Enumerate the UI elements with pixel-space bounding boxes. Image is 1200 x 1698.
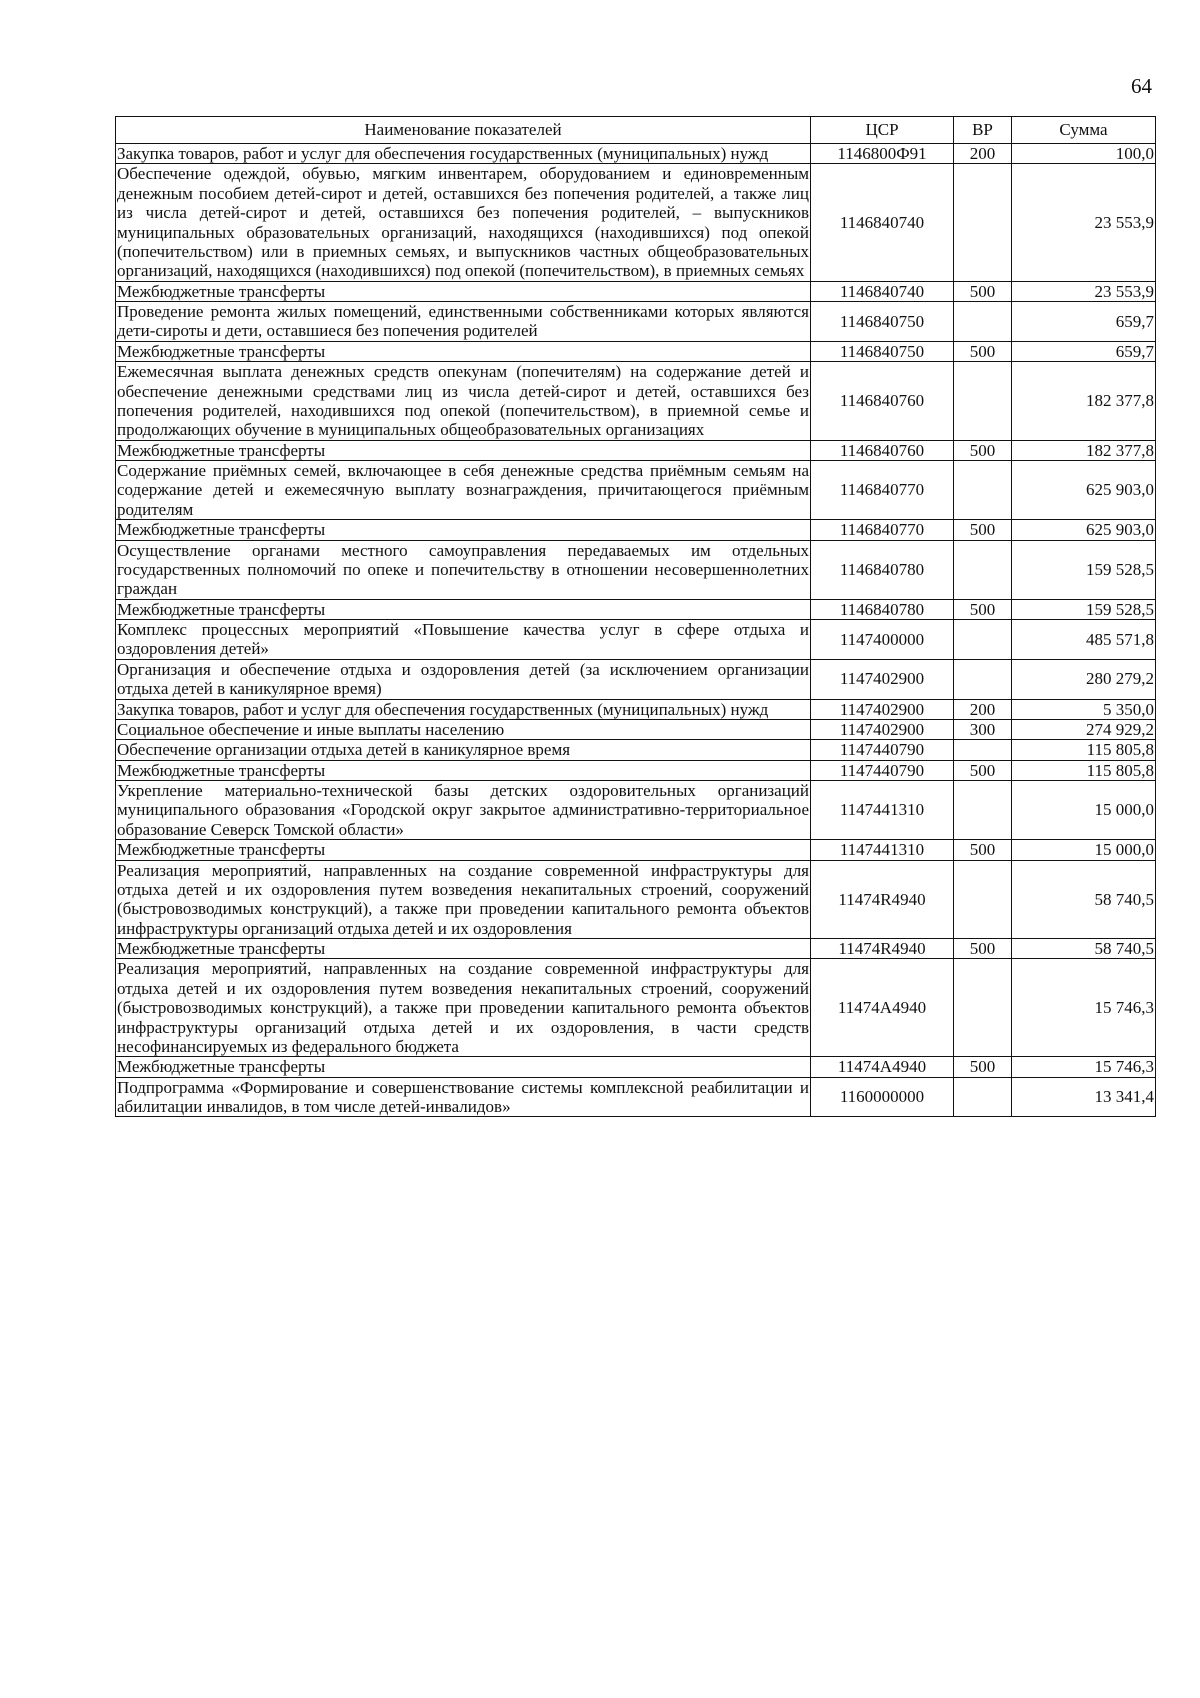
row-vr-cell [954, 781, 1012, 840]
row-name-cell: Обеспечение организации отдыха детей в каникулярное время [116, 740, 811, 760]
row-csr-cell: 11474R4940 [811, 939, 954, 959]
table-row [116, 840, 1156, 860]
row-csr-cell: 11474R4940 [811, 860, 954, 939]
table-row [116, 461, 1156, 520]
row-csr-cell: 1146840770 [811, 461, 954, 520]
row-vr-cell: 500 [954, 599, 1012, 619]
row-csr-cell: 11474A4940 [811, 959, 954, 1057]
row-name-cell: Межбюджетные трансферты [116, 939, 811, 959]
row-sum-cell: 15 000,0 [1012, 781, 1156, 840]
table-row [116, 281, 1156, 301]
row-csr-cell: 1160000000 [811, 1077, 954, 1117]
table-row [116, 540, 1156, 599]
row-name-cell: Социальное обеспечение и иные выплаты населению [116, 719, 811, 739]
row-csr-cell: 1146840780 [811, 540, 954, 599]
row-vr-cell [954, 164, 1012, 281]
row-csr-cell: 1147440790 [811, 740, 954, 760]
row-name-cell: Закупка товаров, работ и услуг для обеспечения государственных (муниципальных) нужд [116, 699, 811, 719]
table-row [116, 699, 1156, 719]
row-vr-cell: 300 [954, 719, 1012, 739]
row-vr-cell [954, 1077, 1012, 1117]
table-row [116, 302, 1156, 342]
row-vr-cell: 500 [954, 440, 1012, 460]
row-sum-cell: 659,7 [1012, 341, 1156, 361]
table-header [116, 117, 1156, 144]
page-number: 64 [1131, 74, 1152, 98]
row-csr-cell: 1146840760 [811, 362, 954, 441]
row-sum-cell: 15 746,3 [1012, 959, 1156, 1057]
row-sum-cell: 13 341,4 [1012, 1077, 1156, 1117]
header-sum: Сумма [1012, 117, 1156, 144]
row-vr-cell: 500 [954, 760, 1012, 780]
row-sum-cell: 182 377,8 [1012, 362, 1156, 441]
row-name-cell: Межбюджетные трансферты [116, 520, 811, 540]
row-name-cell: Подпрограмма «Формирование и совершенствование системы комплексной реабилитации и абилитации инвалидов, в том числе детей-инвалидов» [117, 1077, 809, 1116]
table-row [116, 341, 1156, 361]
row-name-cell: Межбюджетные трансферты [116, 341, 811, 361]
row-csr-cell: 1146840740 [811, 281, 954, 301]
table-row [116, 860, 1156, 939]
table-row [116, 959, 1156, 1057]
row-name-cell: Комплекс процессных мероприятий «Повышение качества услуг в сфере отдыха и оздоровления детей» [117, 620, 809, 659]
row-name-cell: Проведение ремонта жилых помещений, единственными собственниками которых являются дети-сироты и дети, оставшиеся без попечения родителей [117, 302, 809, 341]
row-csr-cell: 11474A4940 [811, 1057, 954, 1077]
row-sum-cell: 15 746,3 [1012, 1057, 1156, 1077]
row-sum-cell: 100,0 [1012, 144, 1156, 164]
row-csr-cell: 1146840750 [811, 341, 954, 361]
row-csr-cell: 1146840780 [811, 599, 954, 619]
row-name-cell: Содержание приёмных семей, включающее в себя денежные средства приёмным семьям на содержание детей и ежемесячную выплату вознаграждения, причитающегося приёмным родителям [117, 461, 809, 519]
row-csr-cell: 1147441310 [811, 781, 954, 840]
row-sum-cell: 625 903,0 [1012, 461, 1156, 520]
row-vr-cell: 500 [954, 840, 1012, 860]
row-sum-cell: 23 553,9 [1012, 164, 1156, 281]
row-vr-cell [954, 860, 1012, 939]
row-sum-cell: 159 528,5 [1012, 540, 1156, 599]
row-sum-cell: 115 805,8 [1012, 760, 1156, 780]
table-row [116, 760, 1156, 780]
row-sum-cell: 625 903,0 [1012, 520, 1156, 540]
row-sum-cell: 58 740,5 [1012, 860, 1156, 939]
row-sum-cell: 5 350,0 [1012, 699, 1156, 719]
table-row [116, 362, 1156, 441]
row-name-cell: Осуществление органами местного самоуправления передаваемых им отдельных государственных полномочий по опеке и попечительству в отношении несовершеннолетних граждан [117, 540, 809, 599]
row-name-cell: Межбюджетные трансферты [116, 440, 811, 460]
row-csr-cell: 1147440790 [811, 760, 954, 780]
row-name-cell: Реализация мероприятий, направленных на создание современной инфраструктуры для отдыха детей и их оздоровления путем возведения некапитальных строений, сооружений (быстровозводимых конструкций), а также при проведении капитального ремонта объектов инфраструктуры организаций отдыха детей и их оздоровления [117, 860, 809, 938]
row-name-cell: Обеспечение одеждой, обувью, мягким инвентарем, оборудованием и единовременным денежным пособием детей-сирот и детей, оставшихся без попечения родителей, а также лиц из числа детей-сирот и детей, оставшихся без попечения родителей, – выпускников муниципальных образовательных организаций, находящихся (находившихся) под опекой (попечительством) или в приемных семьях, и выпускников частных общеобразовательных организаций, находящихся (находившихся) под опекой (попечительством), в приемных семьях [117, 164, 809, 281]
row-sum-cell: 23 553,9 [1012, 281, 1156, 301]
table-row [116, 144, 1156, 164]
row-sum-cell: 274 929,2 [1012, 719, 1156, 739]
row-name-cell: Ежемесячная выплата денежных средств опекунам (попечителям) на содержание детей и обеспечение денежными средствами лиц из числа детей-сирот и детей, оставшихся без попечения родителей, находившихся под опекой (попечительством), в приемной семье и продолжающих обучение в муниципальных общеобразовательных организациях [117, 362, 809, 440]
row-vr-cell: 500 [954, 341, 1012, 361]
row-name-cell: Укрепление материально-технической базы детских оздоровительных организаций муниципального образования «Городской округ закрытое административно-территориальное образование Северск Томской области» [117, 781, 809, 839]
header-row [116, 117, 1156, 144]
row-sum-cell: 15 000,0 [1012, 840, 1156, 860]
row-sum-cell: 280 279,2 [1012, 659, 1156, 699]
row-vr-cell [954, 362, 1012, 441]
row-csr-cell: 1147402900 [811, 719, 954, 739]
row-csr-cell: 1146800Ф91 [811, 144, 954, 164]
row-name-cell: Межбюджетные трансферты [116, 599, 811, 619]
row-vr-cell: 200 [954, 699, 1012, 719]
row-sum-cell: 115 805,8 [1012, 740, 1156, 760]
row-name-cell: Реализация мероприятий, направленных на создание современной инфраструктуры для отдыха детей и их оздоровления путем возведения некапитальных строений, сооружений (быстровозводимых конструкций), а также при проведении капитального ремонта объектов инфраструктуры организаций отдыха детей и их оздоровления, в части средств несофинансируемых из федерального бюджета [117, 959, 809, 1056]
row-vr-cell [954, 540, 1012, 599]
row-sum-cell: 659,7 [1012, 302, 1156, 342]
row-vr-cell [954, 740, 1012, 760]
table-row [116, 440, 1156, 460]
row-vr-cell: 500 [954, 939, 1012, 959]
row-vr-cell [954, 959, 1012, 1057]
header-csr: ЦСР [811, 117, 954, 144]
row-name-cell: Межбюджетные трансферты [116, 1057, 811, 1077]
table-row [116, 620, 1156, 660]
row-csr-cell: 1146840740 [811, 164, 954, 281]
table-body [116, 144, 1156, 1117]
table-row [116, 740, 1156, 760]
row-name-cell: Закупка товаров, работ и услуг для обеспечения государственных (муниципальных) нужд [116, 144, 811, 164]
budget-table [115, 116, 1156, 1117]
row-vr-cell [954, 620, 1012, 660]
row-csr-cell: 1147402900 [811, 699, 954, 719]
table-row [116, 781, 1156, 840]
row-vr-cell [954, 461, 1012, 520]
table-row [116, 719, 1156, 739]
row-sum-cell: 159 528,5 [1012, 599, 1156, 619]
table-row [116, 520, 1156, 540]
table-row [116, 164, 1156, 281]
row-csr-cell: 1147400000 [811, 620, 954, 660]
header-name: Наименование показателей [116, 117, 811, 144]
row-csr-cell: 1146840770 [811, 520, 954, 540]
row-name-cell: Межбюджетные трансферты [116, 760, 811, 780]
row-vr-cell: 500 [954, 1057, 1012, 1077]
table-row [116, 599, 1156, 619]
row-name-cell: Межбюджетные трансферты [116, 840, 811, 860]
row-csr-cell: 1146840750 [811, 302, 954, 342]
row-vr-cell: 500 [954, 281, 1012, 301]
row-sum-cell: 485 571,8 [1012, 620, 1156, 660]
table-row [116, 659, 1156, 699]
table-row [116, 1057, 1156, 1077]
row-sum-cell: 58 740,5 [1012, 939, 1156, 959]
row-csr-cell: 1147441310 [811, 840, 954, 860]
row-name-cell: Межбюджетные трансферты [116, 281, 811, 301]
table-row [116, 1077, 1156, 1117]
row-vr-cell [954, 302, 1012, 342]
row-vr-cell: 200 [954, 144, 1012, 164]
row-name-cell: Организация и обеспечение отдыха и оздоровления детей (за исключением организации отдыха детей в каникулярное время) [117, 659, 809, 699]
row-vr-cell [954, 659, 1012, 699]
row-vr-cell: 500 [954, 520, 1012, 540]
row-csr-cell: 1146840760 [811, 440, 954, 460]
header-vr: ВР [954, 117, 1012, 144]
table-row [116, 939, 1156, 959]
row-csr-cell: 1147402900 [811, 659, 954, 699]
row-sum-cell: 182 377,8 [1012, 440, 1156, 460]
